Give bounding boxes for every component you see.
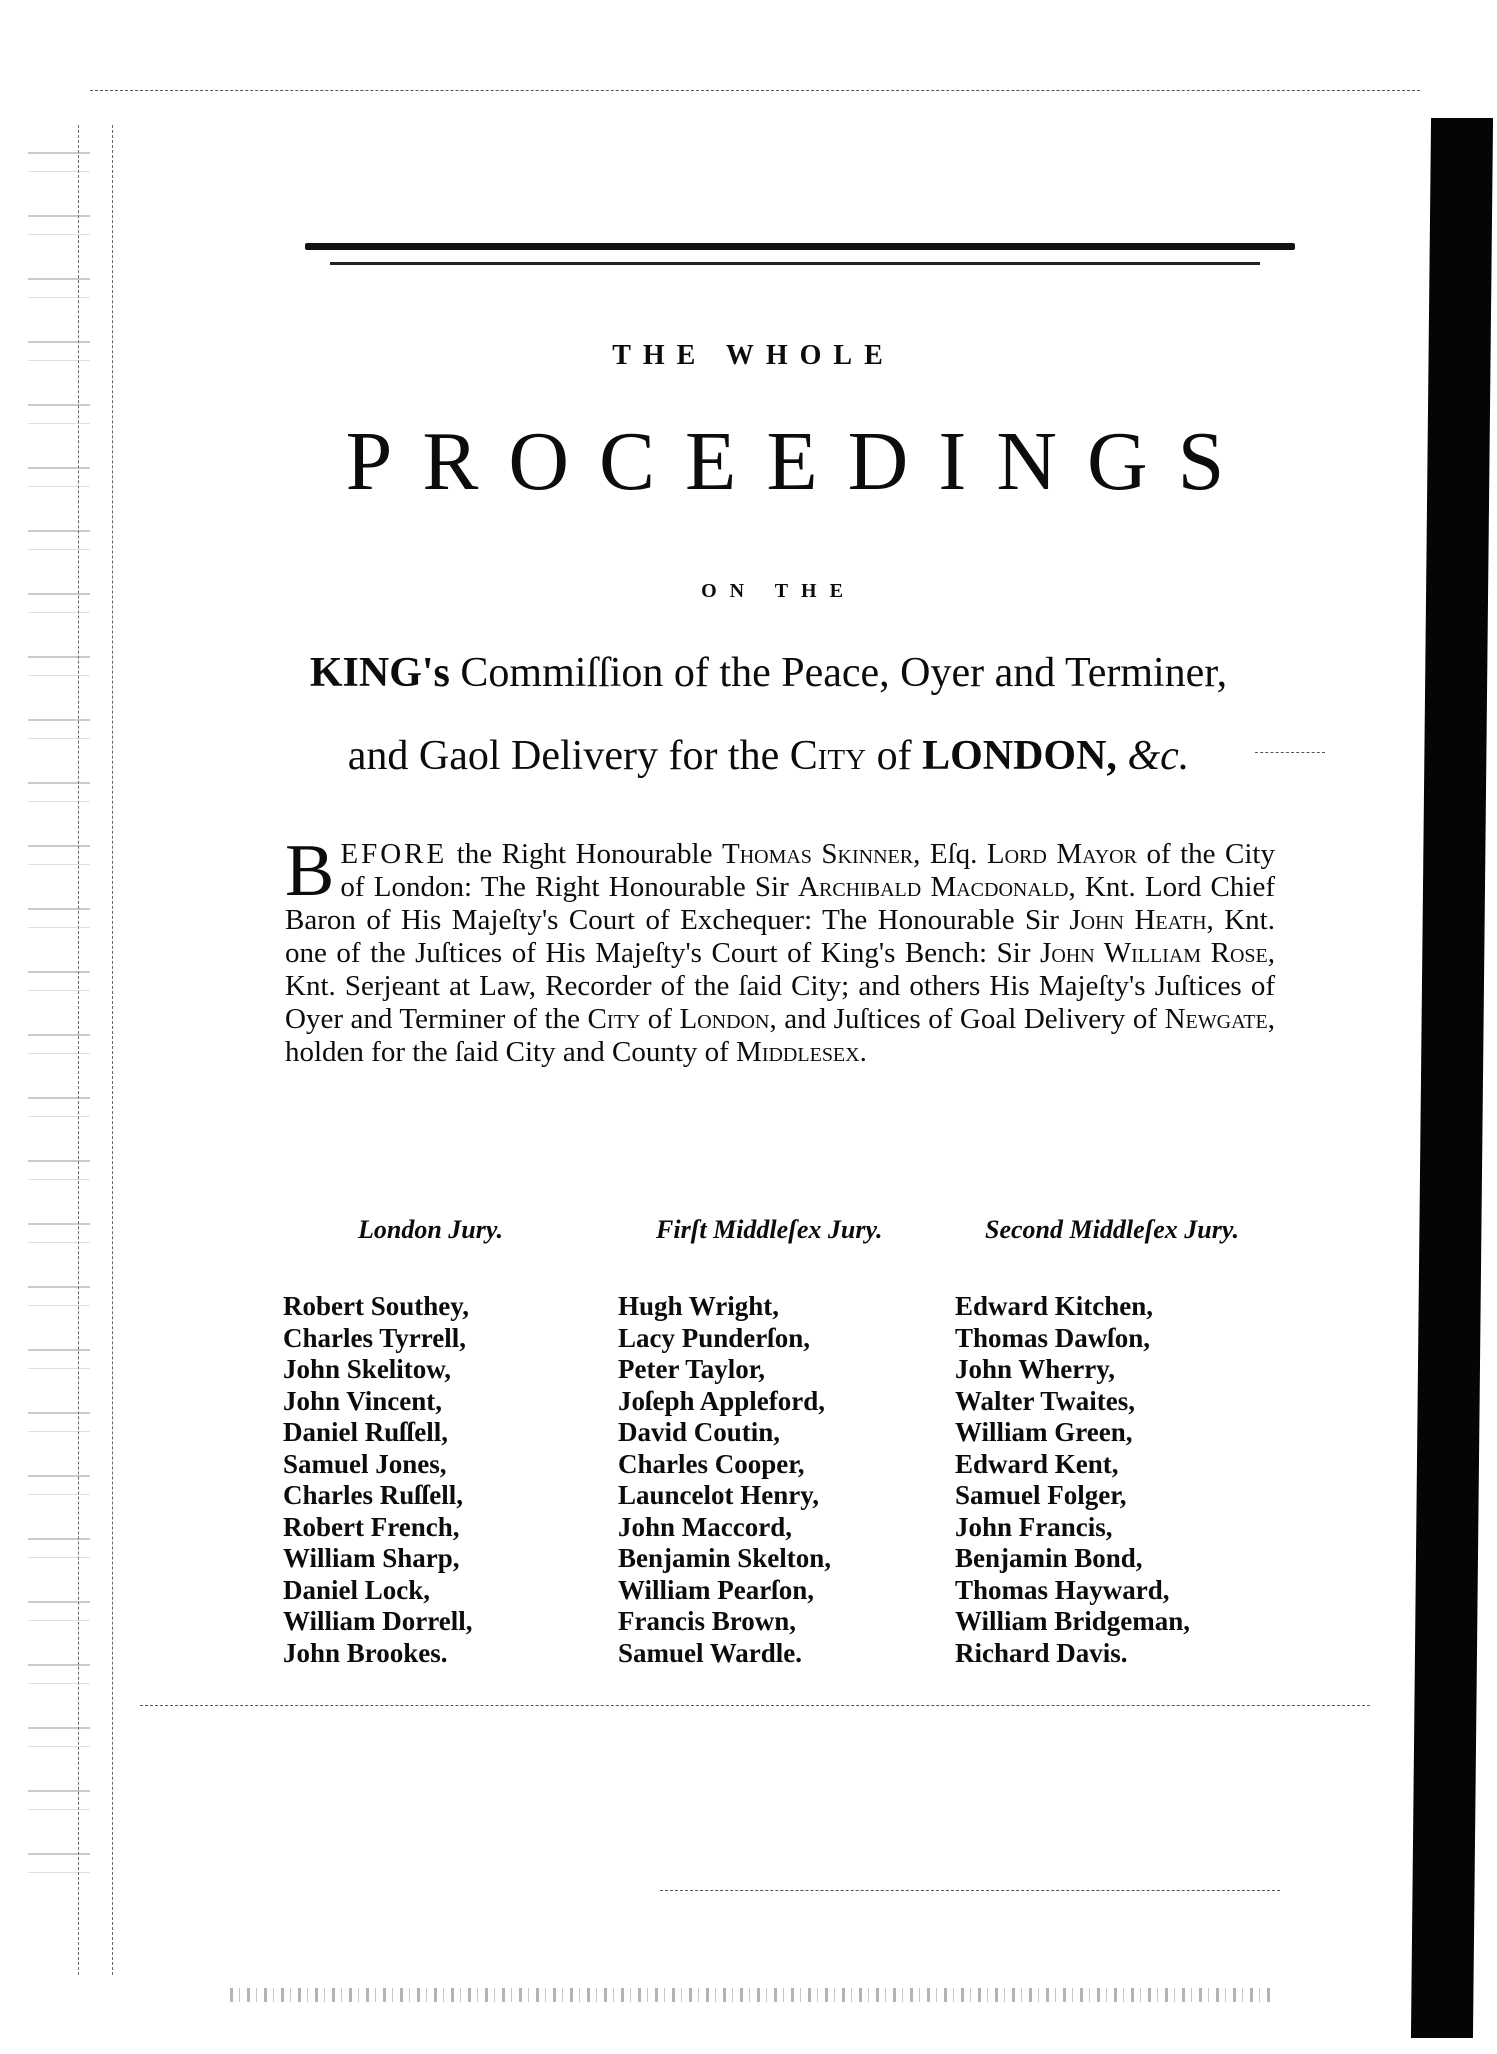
jury-member: Samuel Jones, — [283, 1448, 447, 1479]
jury-member: Benjamin Bond, — [955, 1543, 1143, 1573]
paragraph-segment: . — [859, 1036, 867, 1068]
paragraph-segment: Thomas Skinner — [721, 838, 914, 870]
paragraph-segment: Newgate — [1164, 1003, 1268, 1035]
paragraph-segment: , Eſq. — [913, 838, 987, 870]
jury-member: William Pearſon, — [618, 1574, 814, 1605]
scan-edge-left-inner — [112, 125, 113, 1975]
paragraph-text — [285, 830, 1275, 1068]
jury-member: William Bridgeman, — [955, 1606, 1191, 1636]
paragraph-segment: City — [587, 1003, 641, 1035]
heading-commission-text: Commiſſion of the Peace, Oyer and Terminer, — [460, 650, 1228, 696]
page-edge-shadow — [1411, 118, 1493, 2038]
jury-member: Thomas Hayward, — [955, 1574, 1170, 1605]
heading-city: City — [789, 733, 867, 779]
heading-etc: &c. — [1127, 733, 1190, 779]
jury-member: Peter Taylor, — [618, 1354, 765, 1384]
jury-member: Charles Ruſſell, — [283, 1480, 463, 1510]
heading-commission — [0, 652, 1497, 694]
jury-member: Charles Cooper, — [618, 1448, 805, 1479]
heading-london: LONDON, — [922, 733, 1117, 779]
scan-edge-top — [90, 90, 1420, 91]
jury-member: John Francis, — [955, 1511, 1113, 1542]
jury-member: Benjamin Skelton, — [618, 1543, 832, 1573]
paragraph-segment: of the City of London: The Right Honourable Sir — [340, 838, 1275, 903]
paragraph-segment: , Knt. one of the Juſtices of His Majeſty's Court of King's Bench: Sir — [285, 904, 1275, 969]
jury-member: Robert French, — [283, 1511, 460, 1542]
paragraph-segment: , Knt. Serjeant at Law, Recorder of the ſaid City; and others His Majeſty's Juſtices of Oyer and Terminer of the — [285, 937, 1275, 1035]
jury-member-list — [955, 1291, 1275, 1669]
jury-member-list — [283, 1291, 603, 1669]
heading-on-the: ON THE — [701, 580, 856, 602]
jury-member: John Wherry, — [955, 1354, 1116, 1384]
heading-proceedings: PROCEEDINGS — [345, 415, 1255, 508]
jury-member: Charles Tyrrell, — [283, 1322, 466, 1353]
jury-member: Joſeph Appleford, — [618, 1385, 826, 1416]
paragraph-segment: John Heath — [1069, 904, 1207, 936]
first-middlesex-jury-column — [618, 1215, 938, 1669]
heading-gaol-delivery — [0, 735, 1497, 777]
london-jury-column — [283, 1215, 603, 1669]
scan-rule-mid — [140, 1705, 1370, 1706]
jury-title: Firſt Middleſex Jury. — [656, 1215, 883, 1244]
drop-cap: B — [285, 830, 335, 912]
paragraph-segment: Middlesex — [736, 1036, 860, 1068]
jury-member: Daniel Lock, — [283, 1574, 431, 1605]
paragraph-segment: , holden for the ſaid City and County of — [285, 1003, 1275, 1068]
jury-member: Walter Twaites, — [955, 1385, 1135, 1416]
paragraph-segment: Archibald Macdonald — [798, 871, 1069, 903]
heading-kings: KING's — [309, 650, 450, 696]
jury-member: William Dorrell, — [283, 1606, 473, 1636]
jury-member: Samuel Folger, — [955, 1480, 1127, 1510]
jury-title: London Jury. — [358, 1215, 503, 1244]
paragraph-segment: EFORE — [340, 838, 448, 870]
paragraph-segment: , Knt. Lord Chief Baron of His Majeſty's Court of Exchequer: The Honourable Sir — [285, 871, 1275, 936]
jury-member: Edward Kitchen, — [955, 1291, 1154, 1321]
jury-member: John Skelitow, — [283, 1354, 452, 1384]
jury-member: Lacy Punderſon, — [618, 1322, 811, 1353]
jury-member: Daniel Ruſſell, — [283, 1417, 449, 1447]
jury-title: Second Middleſex Jury. — [985, 1215, 1239, 1244]
paragraph-segment: London — [679, 1003, 770, 1035]
jury-member: Edward Kent, — [955, 1448, 1119, 1479]
scan-speckle — [230, 1988, 1270, 2002]
jury-member: Richard Davis. — [955, 1637, 1128, 1668]
heading-of: of — [876, 733, 912, 779]
jury-member: Samuel Wardle. — [618, 1637, 803, 1668]
jury-member: John Maccord, — [618, 1511, 792, 1542]
jury-member: Thomas Dawſon, — [955, 1322, 1151, 1353]
jury-member: David Coutin, — [618, 1417, 781, 1447]
paragraph-segment: Lord Mayor — [986, 838, 1137, 870]
paragraph-segment: of — [640, 1003, 680, 1035]
margin-noise — [28, 130, 90, 1880]
jury-member: William Sharp, — [283, 1543, 460, 1573]
heading-delivery-text: and Gaol Delivery for the — [347, 733, 780, 779]
paragraph-segment: the Right Honourable — [447, 838, 722, 870]
jury-member: Launcelot Henry, — [618, 1480, 819, 1510]
scan-rule-lower — [660, 1890, 1280, 1891]
jury-member: Hugh Wright, — [618, 1291, 780, 1321]
jury-member: Robert Southey, — [283, 1291, 470, 1321]
body-paragraph — [285, 830, 1275, 1069]
paragraph-segment: , and Juſtices of Goal Delivery of — [769, 1003, 1165, 1035]
second-middlesex-jury-column — [955, 1215, 1275, 1669]
ornamental-rule-top — [305, 243, 1295, 250]
jury-member: John Brookes. — [283, 1637, 448, 1668]
jury-member: John Vincent, — [283, 1385, 443, 1416]
jury-member-list — [618, 1291, 938, 1669]
jury-member: Francis Brown, — [618, 1606, 797, 1636]
heading-the-whole: THE WHOLE — [612, 340, 895, 371]
ornamental-rule-bottom — [330, 262, 1260, 265]
paragraph-segment: John William Rose — [1040, 937, 1268, 969]
jury-member: William Green, — [955, 1417, 1133, 1447]
